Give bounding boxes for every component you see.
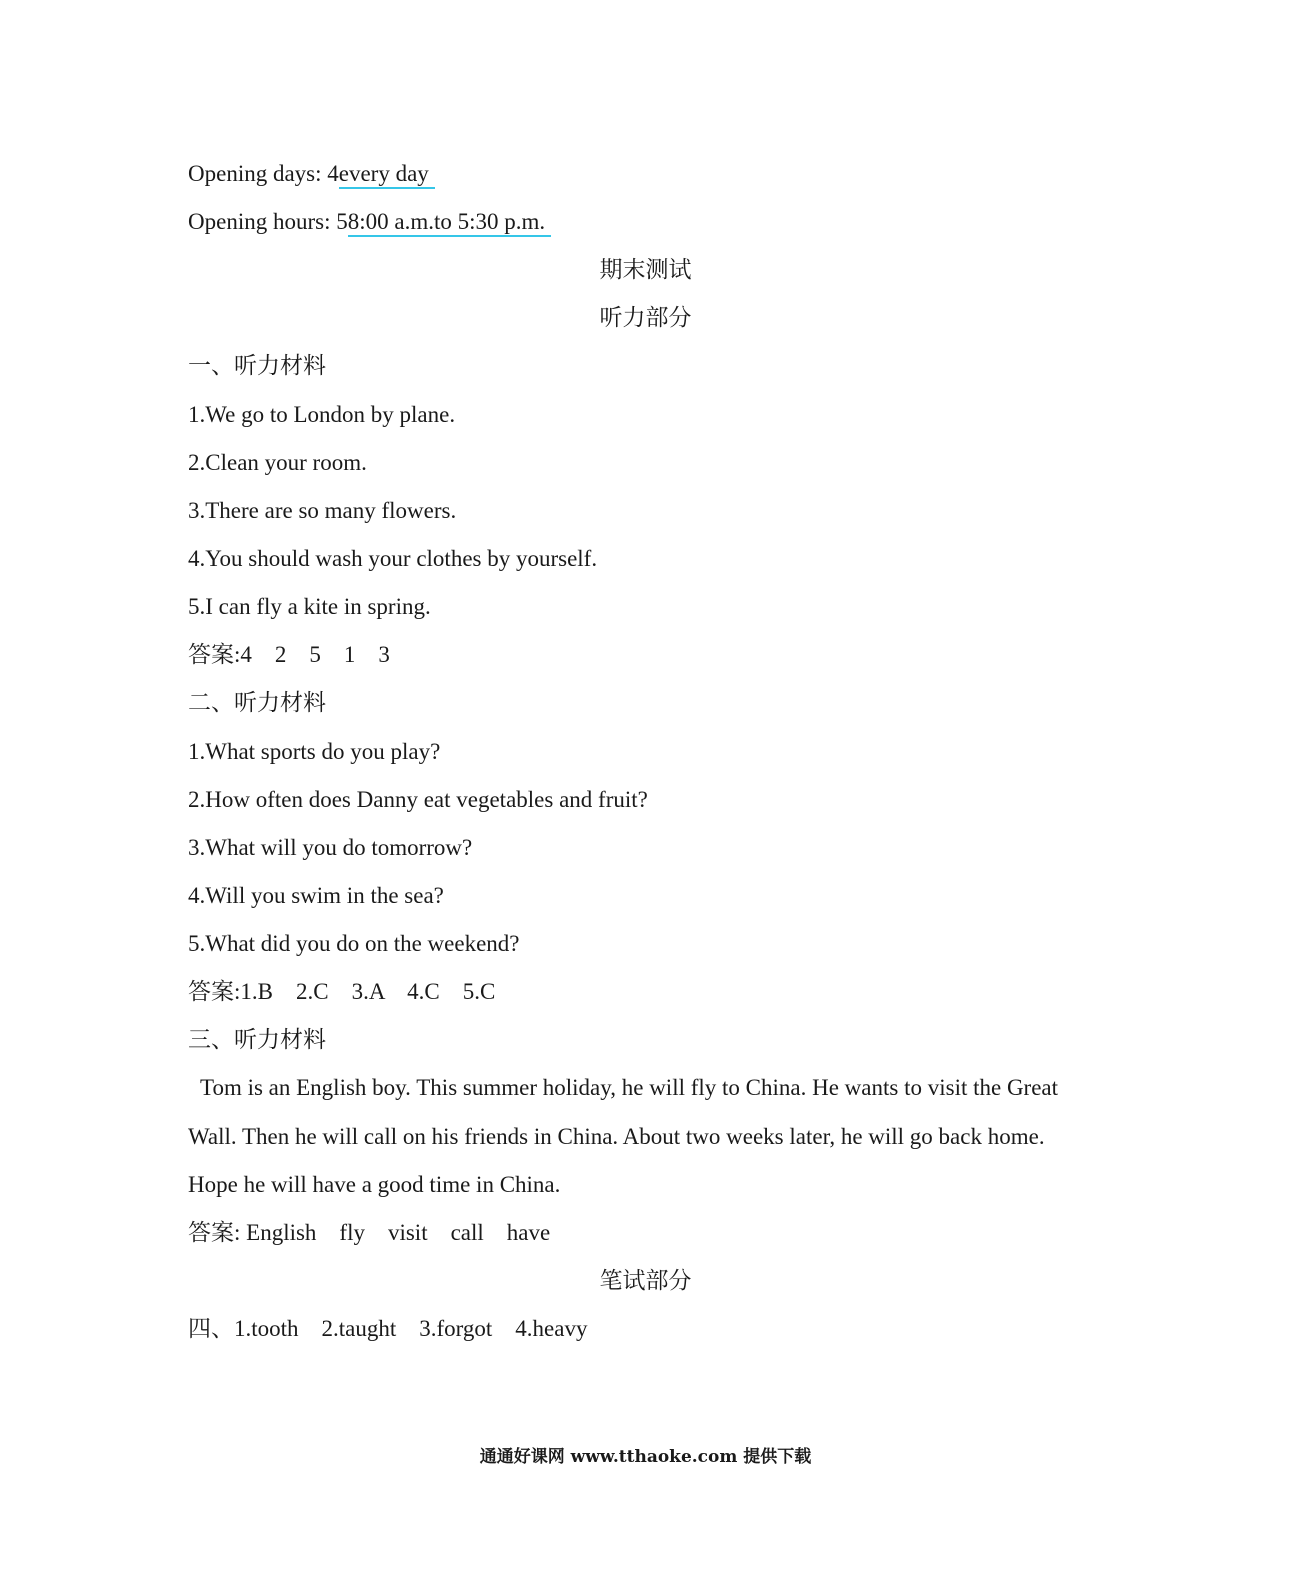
section1-answer: 答案:4 2 5 1 3 xyxy=(188,642,390,667)
final-test-title: 期末测试 xyxy=(599,257,692,282)
writing-section-title: 笔试部分 xyxy=(599,1268,692,1293)
section2-item: 1.What sports do you play? xyxy=(188,739,441,764)
section2-answer: 答案:1.B 2.C 3.A 4.C 5.C xyxy=(188,979,496,1004)
section2-item: 3.What will you do tomorrow? xyxy=(188,835,473,860)
section3-passage xyxy=(188,1064,1088,1210)
opening-days-value: every day xyxy=(339,161,429,189)
section1-item: 2.Clean your room. xyxy=(188,450,367,475)
opening-days-line xyxy=(188,159,435,189)
section2-item: 5.What did you do on the weekend? xyxy=(188,931,520,956)
section3-passage-text: Tom is an English boy. This summer holiday, he will fly to China. He wants to visit the Great Wall. Then he will call on his friends in China. About two weeks later, he will go back home. Hope he will have a good time in China. xyxy=(188,1075,1059,1197)
section1-item: 5.I can fly a kite in spring. xyxy=(188,594,431,619)
section1-item: 4.You should wash your clothes by yourself. xyxy=(188,546,598,571)
opening-days-prefix: Opening days: 4 xyxy=(188,161,339,186)
section4-answers: 四、1.tooth 2.taught 3.forgot 4.heavy xyxy=(188,1316,588,1341)
section1-item: 3.There are so many flowers. xyxy=(188,498,457,523)
opening-hours-prefix: Opening hours: 5 xyxy=(188,209,348,234)
opening-hours-value: 8:00 a.m.to 5:30 p.m. xyxy=(348,209,545,237)
opening-hours-line xyxy=(188,207,551,237)
section1-item: 1.We go to London by plane. xyxy=(188,402,456,427)
section2-item: 4.Will you swim in the sea? xyxy=(188,883,444,908)
footer-download-note: 通通好课网 www.tthaoke.com 提供下载 xyxy=(479,1447,812,1467)
listening-section-title: 听力部分 xyxy=(599,305,692,330)
section2-heading: 二、听力材料 xyxy=(188,690,326,715)
section1-heading: 一、听力材料 xyxy=(188,353,326,378)
section2-item: 2.How often does Danny eat vegetables and fruit? xyxy=(188,787,648,812)
section3-heading: 三、听力材料 xyxy=(188,1027,326,1052)
section3-answer: 答案: English fly visit call have xyxy=(188,1220,551,1245)
